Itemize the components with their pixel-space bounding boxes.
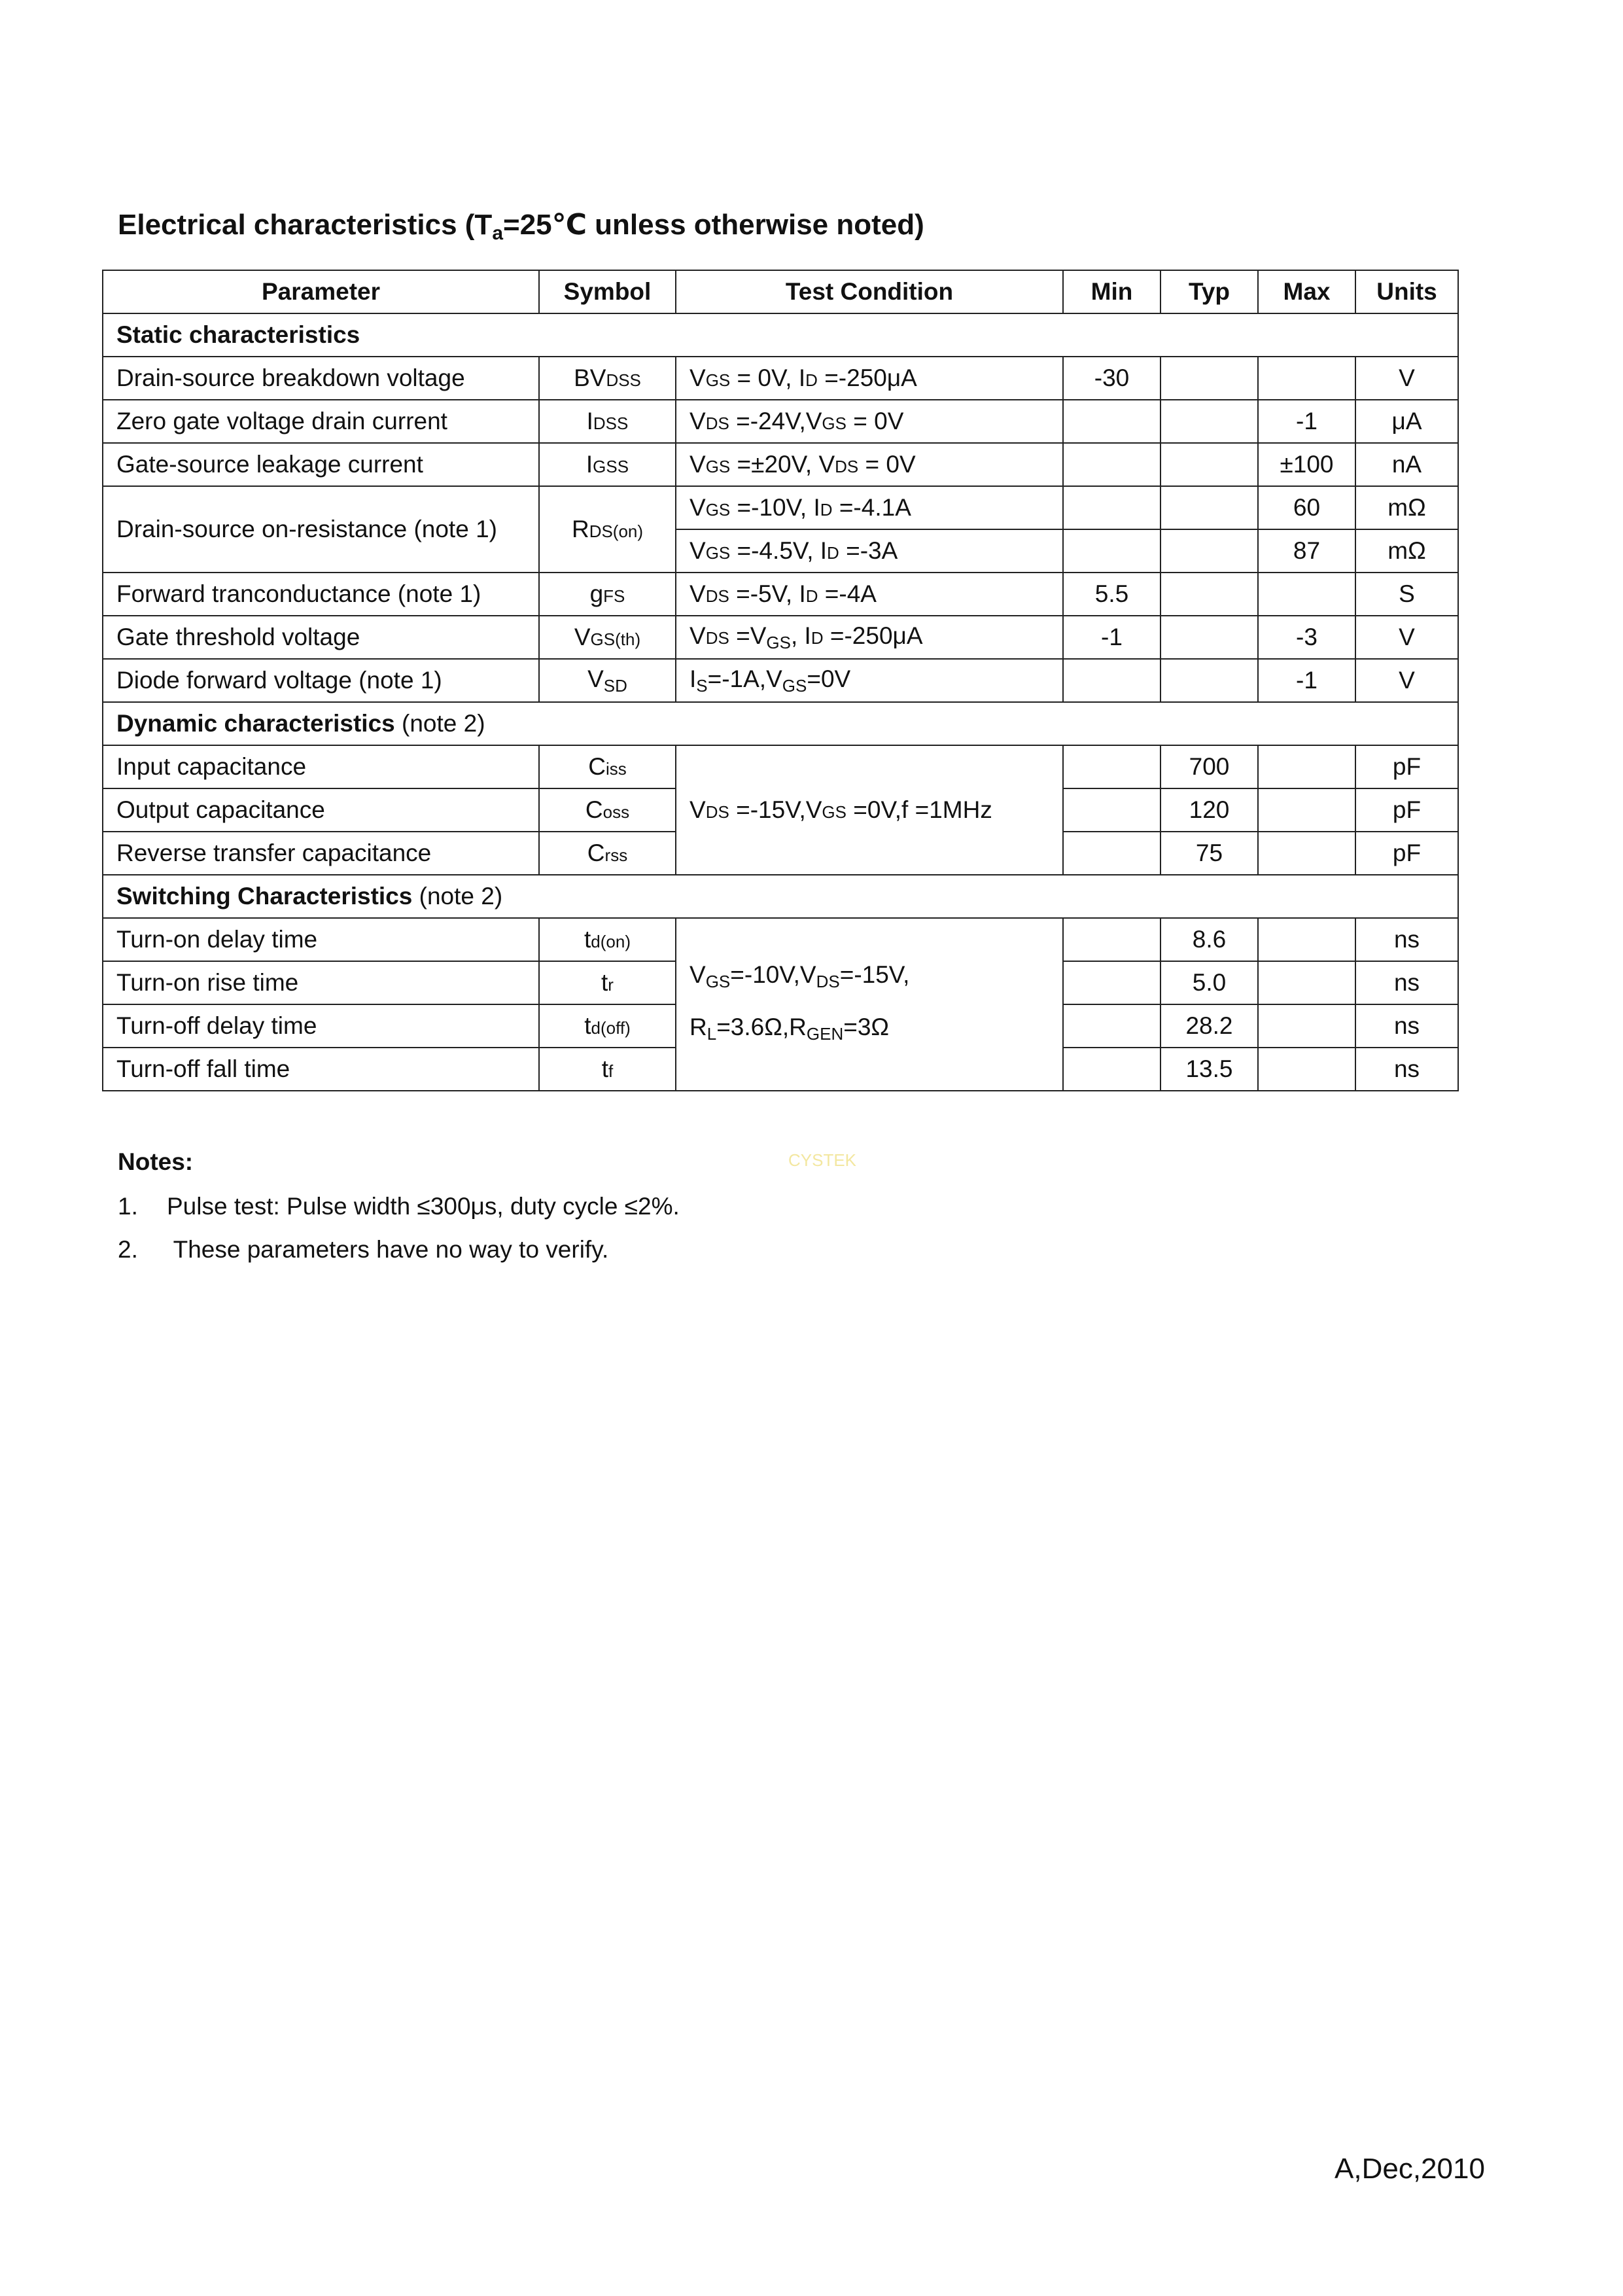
max-cell (1258, 832, 1355, 875)
min-cell (1063, 400, 1161, 443)
table-row (103, 443, 1458, 486)
symbol-cell: gFS (539, 573, 676, 616)
header-parameter: Parameter (103, 270, 539, 313)
units-cell: nA (1355, 443, 1458, 486)
max-cell (1258, 918, 1355, 961)
min-cell (1063, 788, 1161, 832)
typ-cell: 8.6 (1161, 918, 1258, 961)
units-cell: ns (1355, 961, 1458, 1004)
max-cell (1258, 357, 1355, 400)
units-cell: mΩ (1355, 486, 1458, 529)
typ-cell (1161, 443, 1258, 486)
section-dynamic: Dynamic characteristics (note 2) (103, 702, 1458, 745)
section-row-static (103, 313, 1458, 357)
header-test-condition: Test Condition (676, 270, 1063, 313)
max-cell: -1 (1258, 400, 1355, 443)
condition-cell-dynamic: VDS =-15V,VGS =0V,f =1MHz (676, 745, 1063, 875)
electrical-characteristics-table (102, 270, 1459, 1091)
units-cell: pF (1355, 832, 1458, 875)
min-cell: -1 (1063, 616, 1161, 659)
max-cell (1258, 573, 1355, 616)
header-typ: Typ (1161, 270, 1258, 313)
param-cell: Diode forward voltage (note 1) (103, 659, 539, 702)
min-cell (1063, 918, 1161, 961)
max-cell (1258, 961, 1355, 1004)
condition-cell: VGS = 0V, ID =-250μA (676, 357, 1063, 400)
min-cell: 5.5 (1063, 573, 1161, 616)
typ-cell (1161, 616, 1258, 659)
condition-cell: VGS =-10V, ID =-4.1A (676, 486, 1063, 529)
section-static: Static characteristics (103, 313, 1458, 357)
section-row-dynamic (103, 702, 1458, 745)
symbol-cell: tf (539, 1048, 676, 1091)
param-cell: Reverse transfer capacitance (103, 832, 539, 875)
units-cell: pF (1355, 788, 1458, 832)
typ-cell: 120 (1161, 788, 1258, 832)
symbol-cell: Crss (539, 832, 676, 875)
min-cell (1063, 961, 1161, 1004)
typ-cell (1161, 400, 1258, 443)
condition-cell: VGS =±20V, VDS = 0V (676, 443, 1063, 486)
units-cell: ns (1355, 918, 1458, 961)
units-cell: V (1355, 616, 1458, 659)
symbol-cell: VSD (539, 659, 676, 702)
symbol-cell: RDS(on) (539, 486, 676, 573)
max-cell: -3 (1258, 616, 1355, 659)
param-cell: Input capacitance (103, 745, 539, 788)
note-item: 2. These parameters have no way to verify. (118, 1236, 609, 1263)
table-row (103, 573, 1458, 616)
table-header-row (103, 270, 1458, 313)
param-cell: Gate-source leakage current (103, 443, 539, 486)
symbol-cell: BVDSS (539, 357, 676, 400)
section-row-switching (103, 875, 1458, 918)
symbol-cell: VGS(th) (539, 616, 676, 659)
typ-cell (1161, 486, 1258, 529)
units-cell: ns (1355, 1004, 1458, 1048)
param-cell: Gate threshold voltage (103, 616, 539, 659)
units-cell: mΩ (1355, 529, 1458, 573)
typ-cell: 700 (1161, 745, 1258, 788)
param-cell: Forward tranconductance (note 1) (103, 573, 539, 616)
condition-cell: VDS =VGS, ID =-250μA (676, 616, 1063, 659)
min-cell (1063, 443, 1161, 486)
condition-cell: VDS =-5V, ID =-4A (676, 573, 1063, 616)
condition-cell-switching (676, 918, 1063, 1091)
param-cell: Turn-off delay time (103, 1004, 539, 1048)
typ-cell: 28.2 (1161, 1004, 1258, 1048)
header-min: Min (1063, 270, 1161, 313)
table-row (103, 616, 1458, 659)
max-cell (1258, 788, 1355, 832)
condition-cell: IS=-1A,VGS=0V (676, 659, 1063, 702)
param-cell: Drain-source on-resistance (note 1) (103, 486, 539, 573)
typ-cell (1161, 659, 1258, 702)
min-cell (1063, 745, 1161, 788)
switching-condition-line-2: RL=3.6Ω,RGEN=3Ω (689, 1014, 890, 1044)
table-row (103, 918, 1458, 961)
param-cell: Zero gate voltage drain current (103, 400, 539, 443)
param-cell: Drain-source breakdown voltage (103, 357, 539, 400)
condition-cell: VDS =-24V,VGS = 0V (676, 400, 1063, 443)
table-row (103, 400, 1458, 443)
table-row (103, 659, 1458, 702)
condition-cell: VGS =-4.5V, ID =-3A (676, 529, 1063, 573)
min-cell (1063, 1048, 1161, 1091)
revision-footer: A,Dec,2010 (1335, 2153, 1485, 2185)
min-cell: -30 (1063, 357, 1161, 400)
max-cell: 87 (1258, 529, 1355, 573)
max-cell (1258, 1004, 1355, 1048)
section-switching: Switching Characteristics (note 2) (103, 875, 1458, 918)
header-units: Units (1355, 270, 1458, 313)
typ-cell (1161, 529, 1258, 573)
max-cell: -1 (1258, 659, 1355, 702)
symbol-cell: Coss (539, 788, 676, 832)
notes-heading: Notes: (118, 1148, 194, 1175)
typ-cell: 75 (1161, 832, 1258, 875)
page-title: Electrical characteristics ($T_a=25℃$ unless otherwise noted) (118, 209, 924, 244)
symbol-cell: IGSS (539, 443, 676, 486)
param-cell: Turn-on rise time (103, 961, 539, 1004)
min-cell (1063, 486, 1161, 529)
symbol-cell: td(on) (539, 918, 676, 961)
units-cell: V (1355, 659, 1458, 702)
min-cell (1063, 529, 1161, 573)
note-item: 1. Pulse test: Pulse width ≤300μs, duty cycle ≤2%. (118, 1193, 680, 1220)
typ-cell: 5.0 (1161, 961, 1258, 1004)
symbol-cell: IDSS (539, 400, 676, 443)
min-cell (1063, 832, 1161, 875)
param-cell: Output capacitance (103, 788, 539, 832)
max-cell: 60 (1258, 486, 1355, 529)
min-cell (1063, 1004, 1161, 1048)
units-cell: S (1355, 573, 1458, 616)
table-row (103, 486, 1458, 529)
table-row (103, 745, 1458, 788)
symbol-cell: td(off) (539, 1004, 676, 1048)
header-max: Max (1258, 270, 1355, 313)
units-cell: pF (1355, 745, 1458, 788)
param-cell: Turn-off fall time (103, 1048, 539, 1091)
switching-condition-line-1: VGS=-10V,VDS=-15V, (689, 961, 910, 991)
max-cell: ±100 (1258, 443, 1355, 486)
symbol-cell: Ciss (539, 745, 676, 788)
symbol-cell: tr (539, 961, 676, 1004)
max-cell (1258, 745, 1355, 788)
units-cell: ns (1355, 1048, 1458, 1091)
watermark: CYSTEK (788, 1150, 857, 1170)
typ-cell (1161, 357, 1258, 400)
max-cell (1258, 1048, 1355, 1091)
min-cell (1063, 659, 1161, 702)
header-symbol: Symbol (539, 270, 676, 313)
typ-cell (1161, 573, 1258, 616)
units-cell: V (1355, 357, 1458, 400)
notes-section (118, 1148, 680, 1271)
table-row (103, 357, 1458, 400)
units-cell: μA (1355, 400, 1458, 443)
typ-cell: 13.5 (1161, 1048, 1258, 1091)
param-cell: Turn-on delay time (103, 918, 539, 961)
